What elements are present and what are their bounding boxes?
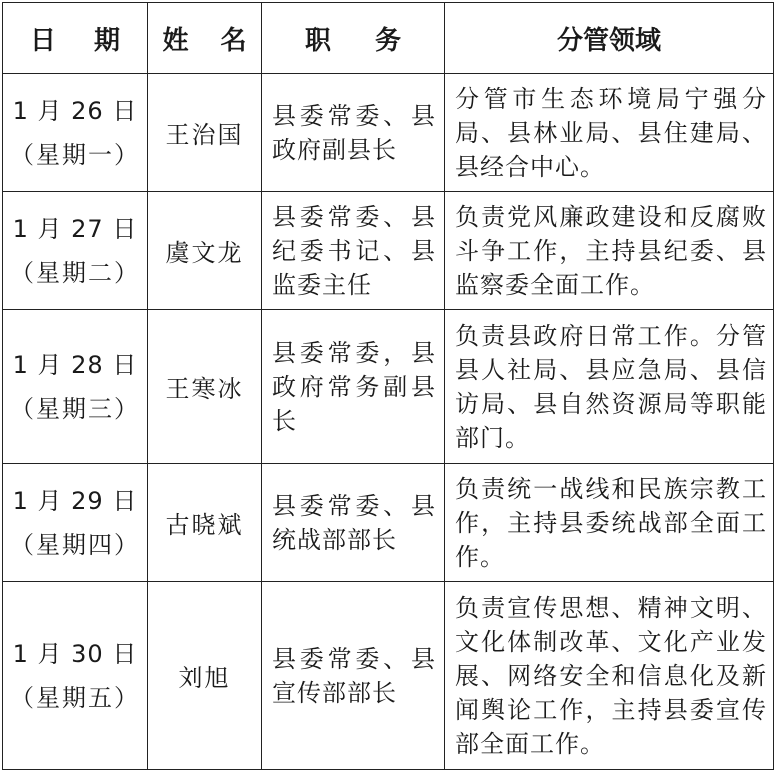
date-cell bbox=[3, 74, 148, 192]
date-text: 1 月 26 日 bbox=[12, 96, 138, 125]
table-header-row bbox=[3, 3, 774, 74]
duty-schedule-table bbox=[2, 2, 774, 770]
table-row bbox=[3, 464, 774, 582]
role-cell: 县委常委，县政府常务副县长 bbox=[262, 310, 445, 464]
date-cell bbox=[3, 582, 148, 770]
header-role-char-2: 务 bbox=[374, 25, 401, 56]
header-role-char-1: 职 bbox=[305, 25, 332, 56]
weekday-text: （星期一） bbox=[10, 140, 140, 169]
header-name bbox=[148, 3, 262, 74]
header-name-char-1: 姓 bbox=[162, 25, 189, 56]
date-text: 1 月 30 日 bbox=[12, 639, 138, 668]
header-role bbox=[262, 3, 445, 74]
table-row bbox=[3, 74, 774, 192]
header-duty: 分管领域 bbox=[445, 3, 774, 74]
name-cell: 王寒冰 bbox=[148, 310, 262, 464]
role-cell: 县委常委、县纪委书记、县监委主任 bbox=[262, 192, 445, 310]
header-date-char-1: 日 bbox=[30, 25, 57, 56]
table-row bbox=[3, 192, 774, 310]
duty-cell: 负责宣传思想、精神文明、文化体制改革、文化产业发展、网络安全和信息化及新闻舆论工作，主持县委宣传部全面工作。 bbox=[445, 582, 774, 770]
table-row bbox=[3, 582, 774, 770]
date-cell bbox=[3, 192, 148, 310]
role-cell: 县委常委、县政府副县长 bbox=[262, 74, 445, 192]
header-name-char-2: 名 bbox=[220, 25, 247, 56]
weekday-text: （星期四） bbox=[10, 530, 140, 559]
duty-cell: 负责党风廉政建设和反腐败斗争工作，主持县纪委、县监察委全面工作。 bbox=[445, 192, 774, 310]
name-cell: 虞文龙 bbox=[148, 192, 262, 310]
name-cell: 刘旭 bbox=[148, 582, 262, 770]
duty-cell: 负责统一战线和民族宗教工作，主持县委统战部全面工作。 bbox=[445, 464, 774, 582]
header-date-char-2: 期 bbox=[93, 25, 120, 56]
header-date bbox=[3, 3, 148, 74]
weekday-text: （星期二） bbox=[10, 258, 140, 287]
name-cell: 王治国 bbox=[148, 74, 262, 192]
table-row bbox=[3, 310, 774, 464]
role-cell: 县委常委、县统战部部长 bbox=[262, 464, 445, 582]
name-cell: 古晓斌 bbox=[148, 464, 262, 582]
role-cell: 县委常委、县宣传部部长 bbox=[262, 582, 445, 770]
date-cell bbox=[3, 464, 148, 582]
duty-cell: 负责县政府日常工作。分管县人社局、县应急局、县信访局、县自然资源局等职能部门。 bbox=[445, 310, 774, 464]
weekday-text: （星期三） bbox=[10, 394, 140, 423]
date-text: 1 月 28 日 bbox=[12, 350, 138, 379]
duty-cell: 分管市生态环境局宁强分局、县林业局、县住建局、县经合中心。 bbox=[445, 74, 774, 192]
date-cell bbox=[3, 310, 148, 464]
weekday-text: （星期五） bbox=[10, 683, 140, 712]
date-text: 1 月 27 日 bbox=[12, 214, 138, 243]
date-text: 1 月 29 日 bbox=[12, 486, 138, 515]
